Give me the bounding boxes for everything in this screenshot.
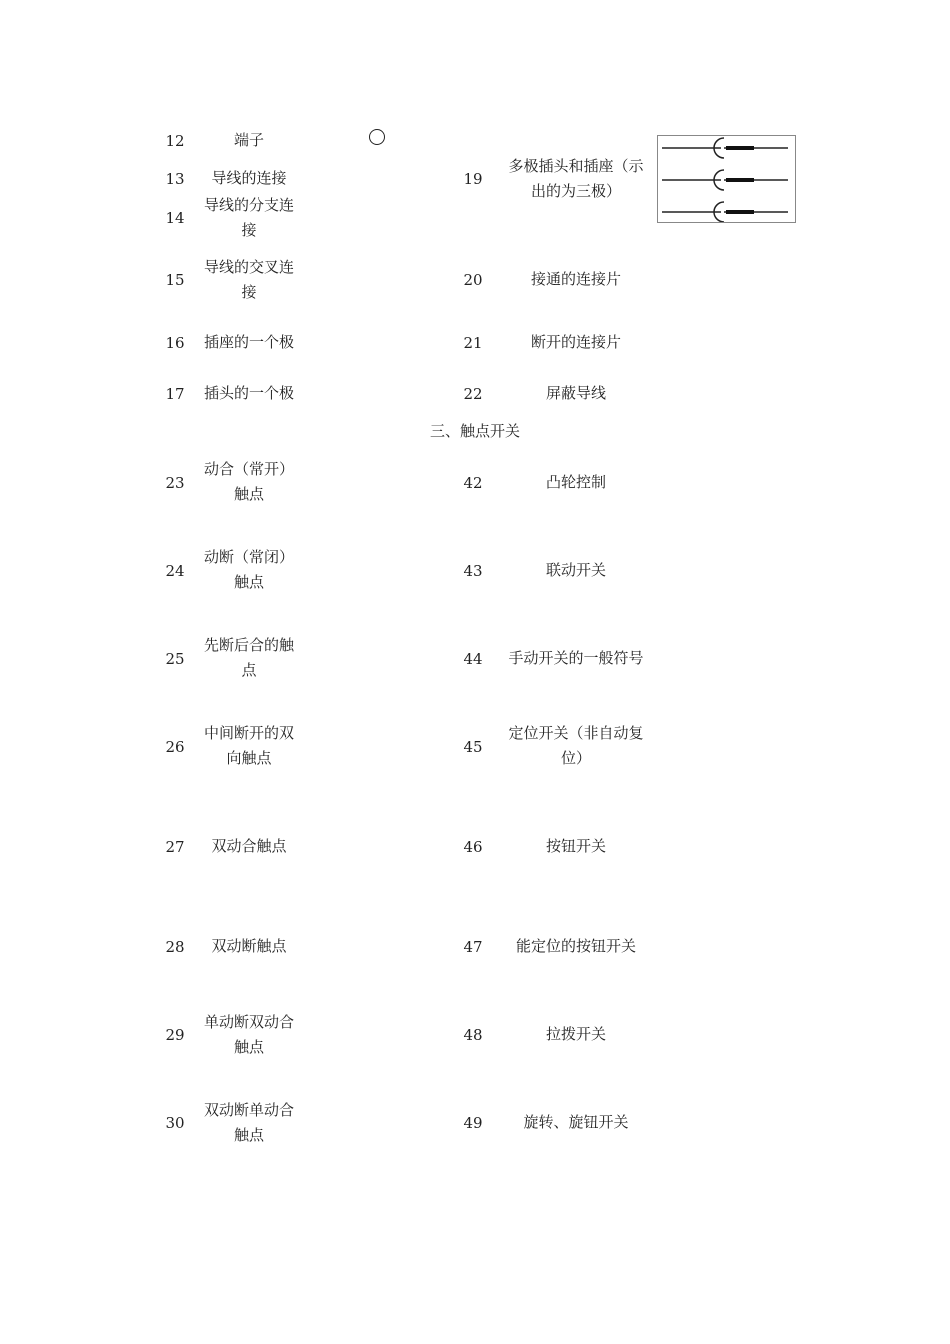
item-label: 导线的交叉连 接 xyxy=(203,258,294,301)
item-label: 双动断触点 xyxy=(211,937,287,955)
item-label: 端子 xyxy=(233,131,264,149)
item-number: 28 xyxy=(165,938,185,956)
item-number: 43 xyxy=(463,562,483,580)
item-label: 能定位的按钮开关 xyxy=(515,937,636,955)
item-number: 13 xyxy=(165,170,185,188)
item-label: 中间断开的双 向触点 xyxy=(203,724,294,767)
item-number: 14 xyxy=(165,209,185,227)
terminal-circle-icon xyxy=(369,129,385,145)
item-number: 42 xyxy=(463,474,483,492)
item-number: 26 xyxy=(165,738,185,756)
section-title: 三、触点开关 xyxy=(429,422,520,440)
item-number: 44 xyxy=(463,650,483,668)
item-label: 导线的连接 xyxy=(211,169,287,187)
item-number: 23 xyxy=(165,474,185,492)
plug-socket-icon xyxy=(658,136,795,222)
item-number: 20 xyxy=(463,271,483,289)
item-label: 拉拨开关 xyxy=(545,1025,606,1043)
item-number: 25 xyxy=(165,650,185,668)
item-number: 45 xyxy=(463,738,483,756)
item-number: 48 xyxy=(463,1026,483,1044)
item-number: 29 xyxy=(165,1026,185,1044)
item-label: 先断后合的触 点 xyxy=(203,636,294,679)
item-number: 12 xyxy=(165,132,185,150)
item-label: 按钮开关 xyxy=(545,837,606,855)
item-label: 旋转、旋钮开关 xyxy=(523,1113,629,1131)
item-label: 单动断双动合 触点 xyxy=(203,1013,294,1056)
item-number: 21 xyxy=(463,334,483,352)
item-label: 导线的分支连 接 xyxy=(203,196,294,239)
item-label: 动合（常开） 触点 xyxy=(203,460,294,503)
item-label: 双动断单动合 触点 xyxy=(203,1101,294,1144)
item-number: 30 xyxy=(165,1114,185,1132)
item-number: 17 xyxy=(165,385,185,403)
item-number: 22 xyxy=(463,385,483,403)
item-label: 手动开关的一般符号 xyxy=(508,649,644,667)
item-label: 断开的连接片 xyxy=(530,333,621,351)
item-label: 定位开关（非自动复 位） xyxy=(508,724,644,767)
item-number: 27 xyxy=(165,838,185,856)
item-label: 联动开关 xyxy=(545,561,606,579)
item-number: 24 xyxy=(165,562,185,580)
item-label: 凸轮控制 xyxy=(545,473,606,491)
item-number: 19 xyxy=(463,170,483,188)
item-label: 接通的连接片 xyxy=(530,270,621,288)
item-label: 屏蔽导线 xyxy=(545,384,606,402)
item-label: 动断（常闭） 触点 xyxy=(203,548,294,591)
item-number: 49 xyxy=(463,1114,483,1132)
item-label: 插头的一个极 xyxy=(203,384,294,402)
item-number: 47 xyxy=(463,938,483,956)
item-number: 15 xyxy=(165,271,185,289)
item-number: 46 xyxy=(463,838,483,856)
item-label: 插座的一个极 xyxy=(203,333,294,351)
item-label: 多极插头和插座（示 出的为三极） xyxy=(508,157,644,200)
item-label: 双动合触点 xyxy=(211,837,287,855)
multipole-plug-socket-symbol xyxy=(657,135,796,223)
item-number: 16 xyxy=(165,334,185,352)
